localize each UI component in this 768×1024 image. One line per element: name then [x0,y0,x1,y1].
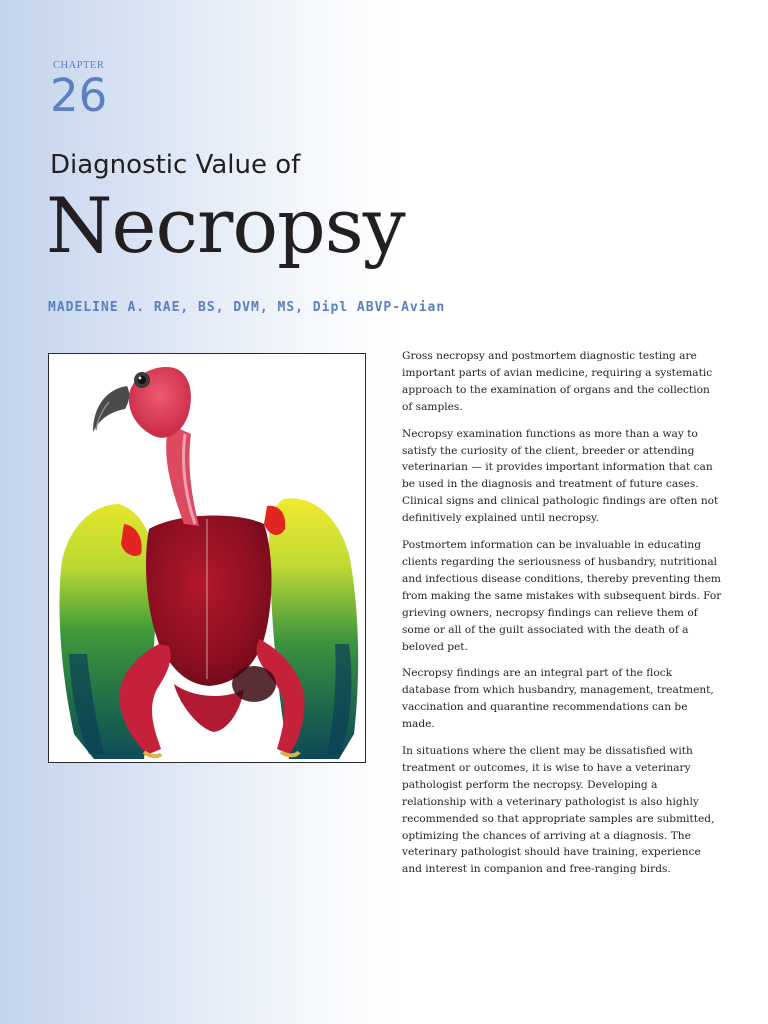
necropsy-photo [48,353,366,763]
parrot-necropsy-illustration [49,354,365,762]
chapter-subtitle: Diagnostic Value of [50,150,301,180]
chapter-label: CHAPTER [53,60,105,71]
paragraph: Postmortem information can be invaluable in educating clients regarding the seriousness of husbandry, nutritional and infectious disease conditions, thereby preventing them from making the same mistakes with subsequent birds. For grieving owners, necropsy findings can relieve them of some or all of the guilt associated with the death of a beloved pet. [402,539,722,653]
body-text [402,348,722,888]
paragraph: Necropsy findings are an integral part of the flock database from which husbandry, management, treatment, vaccination and quarantine recommendations can be made. [402,667,714,731]
paragraph: Gross necropsy and postmortem diagnostic testing are important parts of avian medicine, requiring a systematic approach to the examination of organs and the collection of samples. [402,350,713,413]
chapter-title: Necropsy [46,181,405,270]
author-line: MADELINE A. RAE, BS, DVM, MS, Dipl ABVP-Avian [48,300,446,315]
chapter-number: 26 [50,69,108,122]
paragraph: Necropsy examination functions as more than a way to satisfy the curiosity of the client, breeder or attending veterinarian — it provides important information that can be used in the diagnosis and treatment of future cases. Clinical signs and clinical pathologic findings are often not definitively explained until necropsy. [402,427,719,525]
paragraph: In situations where the client may be dissatisfied with treatment or outcomes, it is wise to have a veterinary pathologist perform the necropsy. Developing a relationship with a veterinary pathologist is also highly recommended so that appropriate samples are submitted, optimizing the chances of arriving at a diagnosis. The veterinary pathologist should have training, experience and interest in companion and free-ranging birds. [402,745,715,876]
